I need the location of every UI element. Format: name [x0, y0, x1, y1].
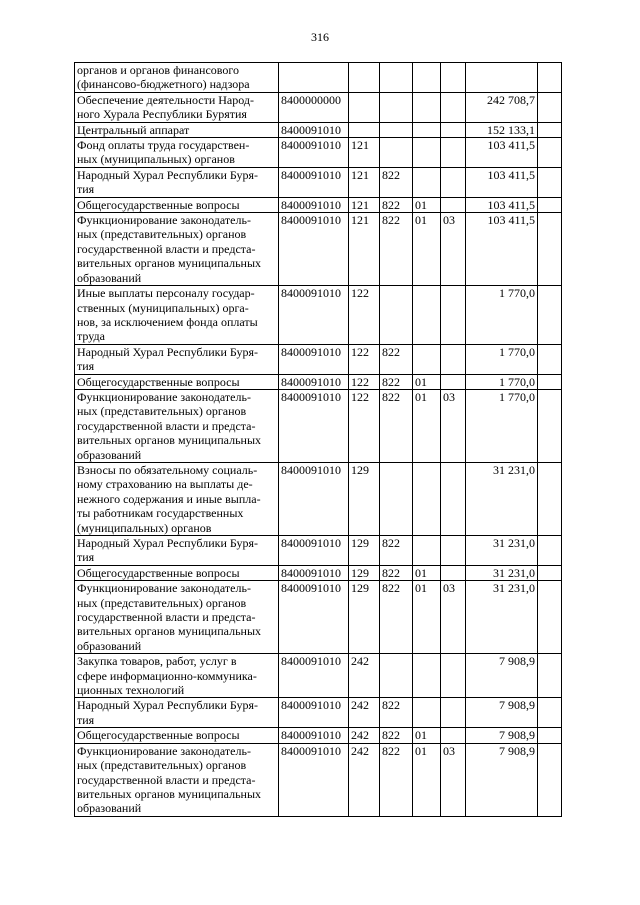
code-cell: 8400091010: [279, 698, 349, 728]
amount-cell: 103 411,5: [466, 213, 538, 286]
department-cell: 822: [380, 698, 413, 728]
department-cell: [380, 654, 413, 698]
subsection-cell: [441, 698, 466, 728]
department-cell: [380, 138, 413, 168]
department-cell: 822: [380, 374, 413, 389]
expense-type-cell: 242: [349, 654, 380, 698]
expense-type-cell: 242: [349, 743, 380, 816]
amount-cell: 242 708,7: [466, 92, 538, 122]
name-line: нежного содержания и иные выпла-: [77, 491, 261, 506]
name-cell: [75, 167, 279, 197]
name-line: труда: [77, 329, 105, 344]
expense-type-cell: 122: [349, 286, 380, 345]
table-row: [75, 63, 562, 93]
extra-cell: [538, 565, 562, 580]
name-line: (муниципальных) органов: [77, 520, 212, 535]
department-cell: 822: [380, 728, 413, 743]
table-row: [75, 462, 562, 535]
section-cell: 01: [413, 581, 441, 654]
name-line: ных (представительных) органов: [77, 595, 247, 610]
section-cell: [413, 344, 441, 374]
code-cell: 8400091010: [279, 654, 349, 698]
code-cell: [279, 63, 349, 93]
name-cell: [75, 92, 279, 122]
name-line: государственной власти и предста-: [77, 772, 256, 787]
name-line: Закупка товаров, работ, услуг в: [77, 654, 237, 669]
name-cell: [75, 213, 279, 286]
name-cell: [75, 122, 279, 137]
subsection-cell: 03: [441, 213, 466, 286]
name-line: тия: [77, 182, 95, 197]
table-row: [75, 536, 562, 566]
name-line: ных (муниципальных) органов: [77, 152, 235, 167]
name-line: вительных органов муниципальных: [77, 786, 262, 801]
expense-type-cell: 122: [349, 389, 380, 462]
budget-table-body: [75, 63, 562, 817]
table-row: [75, 138, 562, 168]
subsection-cell: 03: [441, 743, 466, 816]
name-cell: [75, 743, 279, 816]
expense-type-cell: 121: [349, 197, 380, 212]
table-row: [75, 743, 562, 816]
department-cell: [380, 462, 413, 535]
amount-cell: 1 770,0: [466, 389, 538, 462]
table-row: [75, 654, 562, 698]
name-line: образований: [77, 447, 142, 462]
name-line: ты работникам государственных: [77, 506, 244, 521]
subsection-cell: [441, 462, 466, 535]
section-cell: 01: [413, 728, 441, 743]
code-cell: 8400091010: [279, 286, 349, 345]
section-cell: [413, 698, 441, 728]
department-cell: 822: [380, 565, 413, 580]
extra-cell: [538, 536, 562, 566]
name-line: Функционирование законодатель-: [77, 743, 251, 758]
extra-cell: [538, 698, 562, 728]
table-row: [75, 389, 562, 462]
section-cell: 01: [413, 197, 441, 212]
table-row: [75, 344, 562, 374]
expense-type-cell: 129: [349, 581, 380, 654]
name-line: Центральный аппарат: [77, 122, 190, 137]
name-cell: [75, 581, 279, 654]
name-cell: [75, 654, 279, 698]
code-cell: 8400091010: [279, 536, 349, 566]
amount-cell: 31 231,0: [466, 536, 538, 566]
name-line: Общегосударственные вопросы: [77, 197, 240, 212]
amount-cell: 31 231,0: [466, 581, 538, 654]
department-cell: [380, 122, 413, 137]
section-cell: 01: [413, 374, 441, 389]
name-line: Иные выплаты персоналу государ-: [77, 286, 255, 301]
department-cell: 822: [380, 197, 413, 212]
name-cell: [75, 286, 279, 345]
name-cell: [75, 63, 279, 93]
name-line: вительных органов муниципальных: [77, 624, 262, 639]
name-line: образований: [77, 270, 142, 285]
code-cell: 8400091010: [279, 728, 349, 743]
expense-type-cell: 121: [349, 138, 380, 168]
code-cell: 8400091010: [279, 581, 349, 654]
code-cell: 8400091010: [279, 743, 349, 816]
name-line: Народный Хурал Республики Буря-: [77, 167, 258, 182]
name-cell: [75, 374, 279, 389]
expense-type-cell: 242: [349, 698, 380, 728]
department-cell: [380, 92, 413, 122]
name-line: образований: [77, 638, 142, 653]
name-line: Функционирование законодатель-: [77, 213, 251, 228]
name-cell: [75, 389, 279, 462]
amount-cell: 1 770,0: [466, 374, 538, 389]
name-line: ных (представительных) органов: [77, 227, 247, 242]
name-line: ных (представительных) органов: [77, 758, 247, 773]
section-cell: [413, 122, 441, 137]
section-cell: [413, 167, 441, 197]
section-cell: [413, 536, 441, 566]
section-cell: 01: [413, 743, 441, 816]
name-line: нов, за исключением фонда оплаты: [77, 314, 258, 329]
table-row: [75, 374, 562, 389]
extra-cell: [538, 286, 562, 345]
department-cell: 822: [380, 743, 413, 816]
subsection-cell: [441, 565, 466, 580]
amount-cell: 31 231,0: [466, 462, 538, 535]
subsection-cell: [441, 138, 466, 168]
section-cell: 01: [413, 565, 441, 580]
name-line: Народный Хурал Республики Буря-: [77, 698, 258, 713]
section-cell: [413, 63, 441, 93]
subsection-cell: 03: [441, 389, 466, 462]
extra-cell: [538, 389, 562, 462]
subsection-cell: [441, 167, 466, 197]
expense-type-cell: 122: [349, 374, 380, 389]
code-cell: 8400091010: [279, 462, 349, 535]
name-line: ного Хурала Республики Бурятия: [77, 107, 247, 122]
table-row: [75, 728, 562, 743]
name-cell: [75, 565, 279, 580]
section-cell: [413, 92, 441, 122]
section-cell: [413, 462, 441, 535]
amount-cell: 7 908,9: [466, 698, 538, 728]
table-row: [75, 122, 562, 137]
expense-type-cell: 121: [349, 167, 380, 197]
subsection-cell: [441, 197, 466, 212]
department-cell: 822: [380, 536, 413, 566]
amount-cell: 7 908,9: [466, 728, 538, 743]
department-cell: 822: [380, 581, 413, 654]
department-cell: [380, 63, 413, 93]
name-line: ственных (муниципальных) орга-: [77, 300, 249, 315]
name-cell: [75, 344, 279, 374]
extra-cell: [538, 743, 562, 816]
code-cell: 8400091010: [279, 213, 349, 286]
name-line: Функционирование законодатель-: [77, 581, 251, 596]
department-cell: 822: [380, 389, 413, 462]
section-cell: [413, 654, 441, 698]
expense-type-cell: 129: [349, 536, 380, 566]
subsection-cell: [441, 122, 466, 137]
page-number: 316: [311, 30, 329, 44]
budget-table: [74, 62, 562, 817]
extra-cell: [538, 167, 562, 197]
name-line: ных (представительных) органов: [77, 404, 247, 419]
subsection-cell: [441, 344, 466, 374]
table-row: [75, 197, 562, 212]
subsection-cell: [441, 374, 466, 389]
table-row: [75, 698, 562, 728]
name-line: государственной власти и предста-: [77, 418, 256, 433]
table-row: [75, 167, 562, 197]
amount-cell: 103 411,5: [466, 167, 538, 197]
section-cell: 01: [413, 213, 441, 286]
expense-type-cell: [349, 122, 380, 137]
name-cell: [75, 197, 279, 212]
table-row: [75, 213, 562, 286]
name-line: Обеспечение деятельности Народ-: [77, 92, 254, 107]
expense-type-cell: 129: [349, 462, 380, 535]
table-row: [75, 565, 562, 580]
subsection-cell: [441, 63, 466, 93]
code-cell: 8400091010: [279, 167, 349, 197]
table-row: [75, 92, 562, 122]
extra-cell: [538, 122, 562, 137]
department-cell: [380, 286, 413, 345]
amount-cell: 103 411,5: [466, 197, 538, 212]
name-line: Общегосударственные вопросы: [77, 565, 240, 580]
name-line: органов и органов финансового: [77, 63, 239, 77]
name-line: Общегосударственные вопросы: [77, 728, 240, 743]
amount-cell: 1 770,0: [466, 286, 538, 345]
name-cell: [75, 462, 279, 535]
expense-type-cell: 242: [349, 728, 380, 743]
expense-type-cell: 122: [349, 344, 380, 374]
department-cell: 822: [380, 167, 413, 197]
code-cell: 8400091010: [279, 344, 349, 374]
subsection-cell: [441, 654, 466, 698]
extra-cell: [538, 374, 562, 389]
expense-type-cell: 121: [349, 213, 380, 286]
name-cell: [75, 698, 279, 728]
name-line: Народный Хурал Республики Буря-: [77, 344, 258, 359]
name-line: государственной власти и предста-: [77, 610, 256, 625]
section-cell: [413, 138, 441, 168]
subsection-cell: [441, 92, 466, 122]
name-line: тия: [77, 550, 95, 565]
name-line: ному страхованию на выплаты де-: [77, 477, 253, 492]
extra-cell: [538, 581, 562, 654]
department-cell: 822: [380, 213, 413, 286]
expense-type-cell: [349, 63, 380, 93]
amount-cell: 7 908,9: [466, 654, 538, 698]
extra-cell: [538, 63, 562, 93]
subsection-cell: 03: [441, 581, 466, 654]
name-line: сфере информационно-коммуника-: [77, 668, 257, 683]
extra-cell: [538, 213, 562, 286]
code-cell: 8400091010: [279, 389, 349, 462]
code-cell: 8400000000: [279, 92, 349, 122]
table-row: [75, 581, 562, 654]
name-cell: [75, 728, 279, 743]
extra-cell: [538, 728, 562, 743]
subsection-cell: [441, 286, 466, 345]
table-row: [75, 286, 562, 345]
name-line: (финансово-бюджетного) надзора: [77, 77, 250, 92]
extra-cell: [538, 92, 562, 122]
expense-type-cell: 129: [349, 565, 380, 580]
extra-cell: [538, 344, 562, 374]
name-line: тия: [77, 712, 95, 727]
amount-cell: 103 411,5: [466, 138, 538, 168]
code-cell: 8400091010: [279, 565, 349, 580]
section-cell: [413, 286, 441, 345]
name-line: государственной власти и предста-: [77, 241, 256, 256]
amount-cell: 31 231,0: [466, 565, 538, 580]
name-line: образований: [77, 801, 142, 816]
expense-type-cell: [349, 92, 380, 122]
name-line: Взносы по обязательному социаль-: [77, 462, 258, 477]
subsection-cell: [441, 728, 466, 743]
name-line: Фонд оплаты труда государствен-: [77, 138, 250, 153]
name-line: вительных органов муниципальных: [77, 433, 262, 448]
code-cell: 8400091010: [279, 197, 349, 212]
section-cell: 01: [413, 389, 441, 462]
department-cell: 822: [380, 344, 413, 374]
code-cell: 8400091010: [279, 122, 349, 137]
name-line: ционных технологий: [77, 683, 185, 698]
extra-cell: [538, 138, 562, 168]
extra-cell: [538, 654, 562, 698]
code-cell: 8400091010: [279, 138, 349, 168]
extra-cell: [538, 462, 562, 535]
name-line: тия: [77, 359, 95, 374]
code-cell: 8400091010: [279, 374, 349, 389]
amount-cell: 1 770,0: [466, 344, 538, 374]
extra-cell: [538, 197, 562, 212]
name-line: Функционирование законодатель-: [77, 389, 251, 404]
amount-cell: [466, 63, 538, 93]
amount-cell: 152 133,1: [466, 122, 538, 137]
name-cell: [75, 536, 279, 566]
name-line: вительных органов муниципальных: [77, 256, 262, 271]
name-line: Народный Хурал Республики Буря-: [77, 536, 258, 550]
amount-cell: 7 908,9: [466, 743, 538, 816]
subsection-cell: [441, 536, 466, 566]
name-line: Общегосударственные вопросы: [77, 374, 240, 389]
name-cell: [75, 138, 279, 168]
